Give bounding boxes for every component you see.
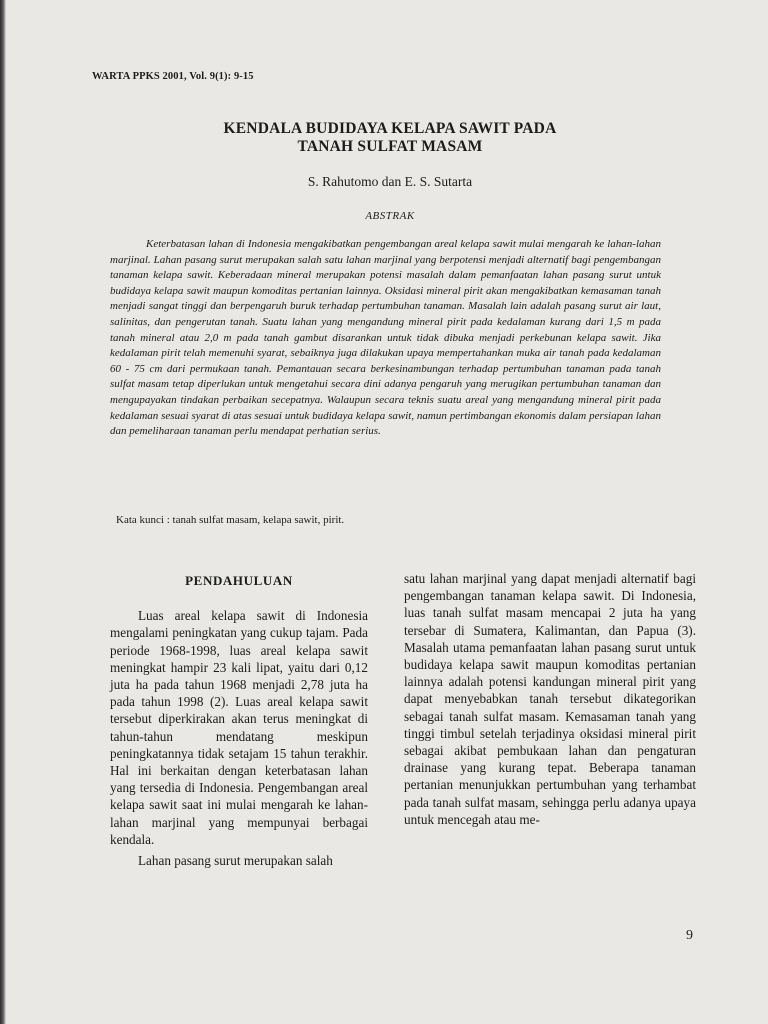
article-title-line-1: KENDALA BUDIDAYA KELAPA SAWIT PADA <box>223 120 557 137</box>
right-column <box>404 570 696 828</box>
article-title-line-2: TANAH SULFAT MASAM <box>297 138 483 155</box>
article-authors: S. Rahutomo dan E. S. Sutarta <box>307 174 473 189</box>
left-column <box>110 568 368 869</box>
keywords: Kata kunci : tanah sulfat masam, kelapa sawit, pirit. <box>116 514 345 526</box>
journal-citation: WARTA PPKS 2001, Vol. 9(1): 9-15 <box>92 71 254 82</box>
scan-page-edge <box>0 0 6 1024</box>
body-paragraph-2: Lahan pasang surut merupakan salah <box>138 853 333 869</box>
body-paragraph-continued: satu lahan marjinal yang dapat menjadi alternatif bagi pengembangan tanaman kelapa sawit. Di Indonesia, luas tanah sulfat masam mencapai 2 juta ha yang tersebar di Sumatera, Kalimantan, dan Papua (3). Masalah utama pemanfaatan lahan pasang surut untuk budidaya kelapa sawit maupun komoditas pertanian lainnya adalah potensi kandungan mineral pirit yang dapat menyebabkan tanah tersebut dikategorikan sebagai tanah sulfat masam. Kemasaman tanah yang tinggi timbul setelah terjadinya oksidasi mineral pirit sebagai akibat pembukaan lahan dan pengaturan drainase yang kurang tepat. Beberapa tanaman pertanian menunjukkan pertumbuhan yang terhambat pada tanah sulfat masam, sehingga perlu adanya upaya untuk mencegah atau me- <box>404 571 696 827</box>
abstract-heading: ABSTRAK <box>365 210 415 222</box>
article-title <box>110 120 670 156</box>
abstract-text: Keterbatasan lahan di Indonesia mengakibatkan pengembangan areal kelapa sawit mulai mengarah ke lahan-lahan marjinal. Lahan pasang surut merupakan salah satu lahan marjinal yang berpotensi menjadi alternatif bagi pengembangan tanaman kelapa sawit. Keberadaan mineral merupakan potensi masalah dalam pemanfaatan lahan pasang surut untuk budidaya kelapa sawit maupun komoditas pertanian lainnya. Oksidasi mineral pirit akan mengakibatkan kemasaman tanah menjadi sangat tinggi dan berpengaruh buruk terhadap pertumbuhan tanaman. Masalah lain adalah pasang surut air laut, salinitas, dan pengerutan tanah. Suatu lahan yang mengandung mineral pirit pada kedalaman kurang dari 1,5 m pada tanah mineral atau 2,0 m pada tanah gambut disarankan untuk tidak dibuka menjadi perkebunan kelapa sawit. Jika kedalaman pirit telah memenuhi syarat, sebaiknya juga dilakukan upaya mempertahankan muka air tanah pada kedalaman 60 - 75 cm dari permukaan tanah. Pemantauan secara berkesinambungan terhadap pertumbuhan tanaman pada tanah sulfat masam tetap diperlukan untuk mengetahui secara dini adanya pengaruh yang merugikan pertumbuhan tanaman dan mengupayakan tindakan perbaikan secepatnya. Walaupun secara teknis suatu areal yang mengandung mineral pirit pada kedalaman sesuai syarat di atas sesuai untuk budidaya kelapa sawit, namun pertimbangan ekonomis dalam persiapan lahan dan pemeliharaan tanaman perlu mendapat perhatian serius. <box>110 238 661 438</box>
page-number: 9 <box>686 928 693 943</box>
section-heading: PENDAHULUAN <box>185 573 293 588</box>
body-paragraph-1: Luas areal kelapa sawit di Indonesia mengalami peningkatan yang cukup tajam. Pada periode 1968-1998, luas areal kelapa sawit meningkat hampir 23 kali lipat, yaitu dari 0,12 juta ha pada tahun 1968 menjadi 2,78 juta ha pada tahun 1998 (2). Luas areal kelapa sawit tersebut diperkirakan akan terus meningkat di tahun-tahun mendatang meskipun peningkatannya tidak setajam 15 tahun terakhir. Hal ini berkaitan dengan keterbatasan lahan yang tersedia di Indonesia. Pengembangan areal kelapa sawit saat ini mulai mengarah ke lahan-lahan marjinal yang mempunyai berbagai kendala. <box>110 608 368 847</box>
